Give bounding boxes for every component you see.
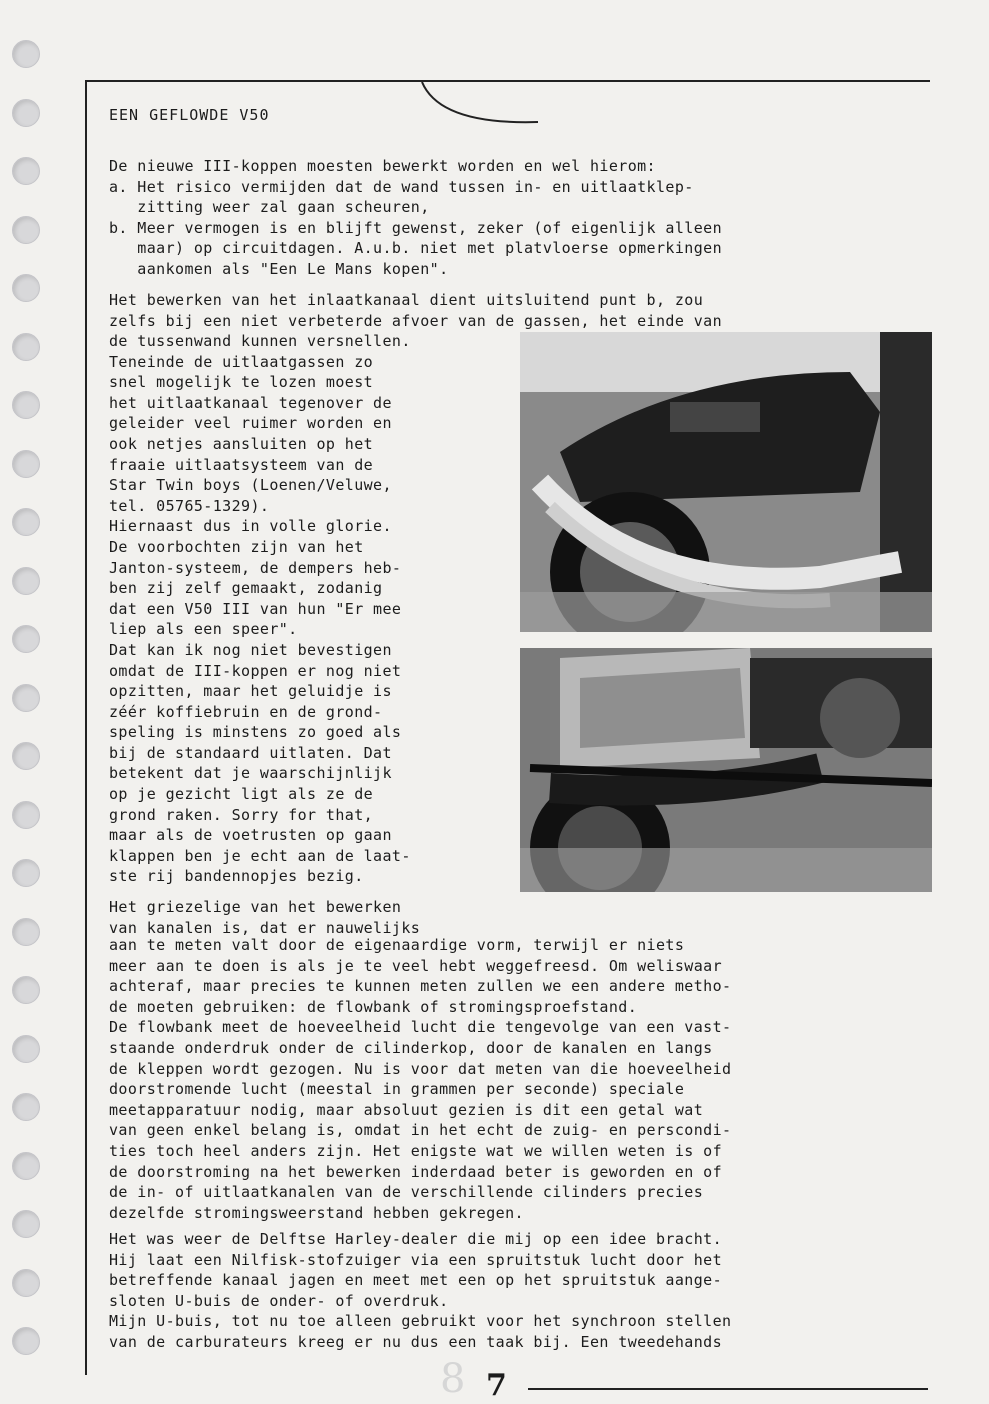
text-line: betreffende kanaal jagen en meet met een op het spruitstuk aange- [109,1271,722,1290]
text-line: snel mogelijk te lozen moest [109,373,374,392]
binder-hole [12,1093,40,1121]
text-line: van de carburateurs kreeg er nu dus een taak bij. Een tweedehands [109,1332,722,1351]
article-heading: EEN GEFLOWDE V50 [109,106,270,124]
exhaust-paragraph-column [109,331,411,887]
text-line: opzitten, maar het geluidje is [109,682,392,701]
motorcycle-photo-exhaust-side [520,332,932,632]
text-line: fraaie uitlaatsysteem van de [109,455,374,474]
text-line: Het was weer de Delftse Harley-dealer die mij op een idee bracht. [109,1230,722,1248]
ghost-page-mark: 8 [440,1356,466,1402]
text-line: Het griezelige van het bewerken [109,898,402,916]
binder-hole [12,450,40,478]
text-line: doorstromende lucht (meestal in grammen per seconde) speciale [109,1080,685,1099]
text-line: Teneinde de uitlaatgassen zo [109,352,374,371]
text-line: bij de standaard uitlaten. Dat [109,743,392,762]
text-line: sloten U-buis de onder- of overdruk. [109,1291,449,1310]
binder-hole [12,333,40,361]
text-line: Mijn U-buis, tot nu toe alleen gebruikt voor het synchroon stellen [109,1312,732,1331]
text-line: ook netjes aansluiten op het [109,434,374,453]
text-line: ben zij zelf gemaakt, zodanig [109,579,383,598]
flowbank-paragraph-column [109,897,420,938]
text-line: Janton-systeem, de dempers heb- [109,558,402,577]
text-line: de in- of uitlaatkanalen van de verschillende cilinders precies [109,1183,704,1202]
text-line: De nieuwe III-koppen moesten bewerkt worden en wel hierom: [109,157,656,175]
binder-hole [12,40,40,68]
text-line: liep als een speer". [109,620,298,639]
text-line: Dat kan ik nog niet bevestigen [109,640,392,659]
page-number: 7 [486,1368,507,1403]
text-line: speling is minstens zo goed als [109,723,402,742]
u-tube-paragraph [109,1229,731,1353]
binder-holes [12,40,52,1404]
binder-hole [12,1152,40,1180]
binder-hole [12,157,40,185]
text-line: meetapparatuur nodig, maar absoluut gezien is dit een getal wat [109,1100,704,1119]
text-line: b. Meer vermogen is en blijft gewenst, zeker (of eigenlijk alleen [109,218,722,237]
text-line: tel. 05765-1329). [109,496,270,515]
text-line: van geen enkel belang is, omdat in het echt de zuig- en perscondi- [109,1121,732,1140]
exhaust-paragraph-full [109,290,722,331]
intro-paragraph [109,156,722,280]
text-line: achteraf, maar precies te kunnen meten zullen we een andere metho- [109,977,732,996]
page-number-rule [528,1388,928,1390]
text-line: Hiernaast dus in volle glorie. [109,517,392,536]
text-line: zelfs bij een niet verbeterde afvoer van de gassen, het einde van [109,311,722,330]
binder-hole [12,567,40,595]
text-line: klappen ben je echt aan de laat- [109,846,411,865]
text-line: de tussenwand kunnen versnellen. [109,332,411,350]
text-line: De flowbank meet de hoeveelheid lucht die tengevolge van een vast- [109,1018,732,1037]
binder-hole [12,391,40,419]
binder-hole [12,976,40,1004]
text-line: ste rij bandennopjes bezig. [109,867,364,886]
text-line: geleider veel ruimer worden en [109,414,392,433]
text-line: de kleppen wordt gezogen. Nu is voor dat meten van die hoeveelheid [109,1059,732,1078]
text-line: zéér koffiebruin en de grond- [109,702,383,721]
binder-hole [12,1210,40,1238]
binder-hole [12,1327,40,1355]
binder-hole [12,625,40,653]
text-line: betekent dat je waarschijnlijk [109,764,392,783]
text-line: Hij laat een Nilfisk-stofzuiger via een spruitstuk lucht door het [109,1250,722,1269]
binder-hole [12,216,40,244]
text-line: aankomen als "Een Le Mans kopen". [109,259,449,278]
binder-hole [12,1035,40,1063]
binder-hole [12,508,40,536]
text-line: omdat de III-koppen er nog niet [109,661,402,680]
text-line: De voorbochten zijn van het [109,537,364,556]
text-line: ties toch heel anders zijn. Het enigste wat we willen weten is of [109,1141,722,1160]
text-line: Star Twin boys (Loenen/Veluwe, [109,476,392,495]
binder-hole [12,918,40,946]
text-line: aan te meten valt door de eigenaardige vorm, terwijl er niets [109,936,685,954]
binder-hole [12,99,40,127]
text-line: dezelfde stromingsweerstand hebben gekregen. [109,1203,524,1222]
flowbank-paragraph-full [109,935,731,1223]
text-line: a. Het risico vermijden dat de wand tussen in- en uitlaatklep- [109,177,694,196]
text-line: grond raken. Sorry for that, [109,805,374,824]
text-line: maar) op circuitdagen. A.u.b. niet met platvloerse opmerkingen [109,239,722,258]
binder-hole [12,684,40,712]
binder-hole [12,801,40,829]
text-line: op je gezicht ligt als ze de [109,785,374,804]
text-line: zitting weer zal gaan scheuren, [109,198,430,217]
frame-left-rule [85,80,87,1375]
text-line: de moeten gebruiken: de flowbank of stromingsproefstand. [109,997,638,1016]
binder-hole [12,859,40,887]
text-line: dat een V50 III van hun "Er mee [109,599,402,618]
text-line: het uitlaatkanaal tegenover de [109,393,392,412]
text-line: staande onderdruk onder de cilinderkop, door de kanalen en langs [109,1038,713,1057]
title-underline-curve [420,80,540,130]
text-line: meer aan te doen is als je te veel hebt weggefreesd. Om weliswaar [109,956,722,975]
text-line: van kanalen is, dat er nauwelijks [109,918,421,937]
binder-hole [12,1269,40,1297]
binder-hole [12,274,40,302]
text-line: de doorstroming na het bewerken inderdaad beter is geworden en of [109,1162,722,1181]
text-line: maar als de voetrusten op gaan [109,826,392,845]
motorcycle-photo-underside [520,648,932,892]
text-line: Het bewerken van het inlaatkanaal dient uitsluitend punt b, zou [109,291,704,309]
binder-hole [12,742,40,770]
